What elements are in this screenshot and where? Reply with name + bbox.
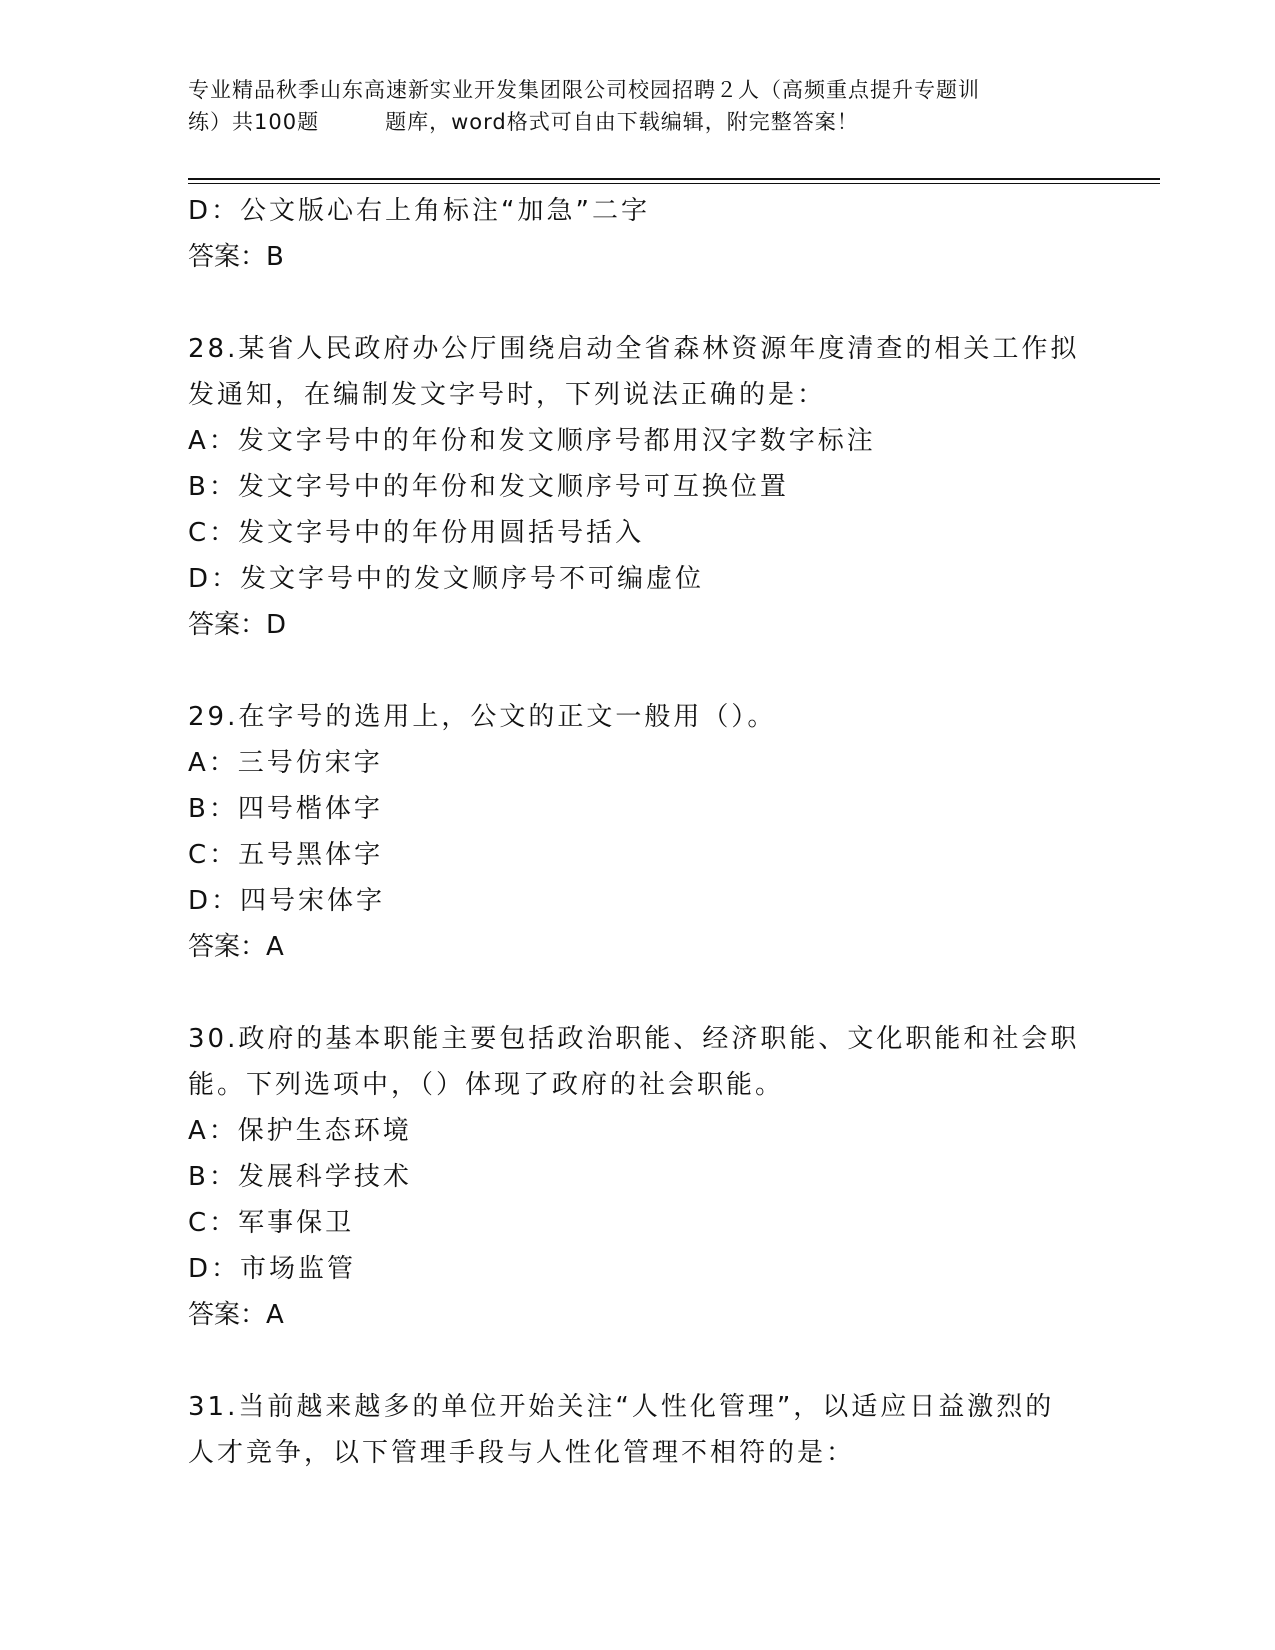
header-rule-thin [188, 183, 1160, 184]
question-stem-line: 发通知，在编制发文字号时，下列说法正确的是： [188, 380, 827, 410]
question-stem-line: 31.当前越来越多的单位开始关注“人性化管理”，以适应日益激烈的 [188, 1392, 1055, 1422]
document-body [188, 188, 1108, 1476]
question-stem-line: 30.政府的基本职能主要包括政治职能、经济职能、文化职能和社会职 [188, 1024, 1080, 1054]
option-b: B：发文字号中的年份和发文顺序号可互换位置 [188, 472, 789, 502]
answer: 答案：A [188, 932, 284, 962]
question-29 [188, 694, 1108, 970]
page-header [188, 74, 1098, 138]
question-28 [188, 326, 1108, 648]
question-stem-line: 人才竞争，以下管理手段与人性化管理不相符的是： [188, 1438, 856, 1468]
carryover-option-d: D：公文版心右上角标注“加急”二字 [188, 196, 650, 226]
option-d: D：四号宋体字 [188, 886, 386, 916]
option-c: C：发文字号中的年份用圆括号括入 [188, 518, 645, 548]
option-c: C：五号黑体字 [188, 840, 384, 870]
answer: 答案：D [188, 610, 287, 640]
header-title-line-1: 专业精品秋季山东高速新实业开发集团限公司校园招聘２人（高频重点提升专题训 [188, 78, 980, 102]
question-stem-line: 能。下列选项中，（）体现了政府的社会职能。 [188, 1070, 785, 1100]
question-stem-line: 28.某省人民政府办公厅围绕启动全省森林资源年度清查的相关工作拟 [188, 334, 1080, 364]
option-d: D：发文字号中的发文顺序号不可编虚位 [188, 564, 705, 594]
option-d: D：市场监管 [188, 1254, 357, 1284]
question-30 [188, 1016, 1108, 1338]
answer: 答案：A [188, 1300, 284, 1330]
question-stem-line: 29.在字号的选用上，公文的正文一般用（）。 [188, 702, 777, 732]
option-a: A：发文字号中的年份和发文顺序号都用汉字数字标注 [188, 426, 876, 456]
option-c: C：军事保卫 [188, 1208, 355, 1238]
header-rule [188, 178, 1160, 180]
carryover-answer: 答案：B [188, 242, 284, 272]
option-a: A：保护生态环境 [188, 1116, 412, 1146]
question-31 [188, 1384, 1108, 1476]
option-b: B：发展科学技术 [188, 1162, 412, 1192]
option-a: A：三号仿宋字 [188, 748, 383, 778]
header-title-line-2: 练）共100题 题库，word格式可自由下载编辑，附完整答案！ [188, 110, 859, 134]
option-b: B：四号楷体字 [188, 794, 383, 824]
